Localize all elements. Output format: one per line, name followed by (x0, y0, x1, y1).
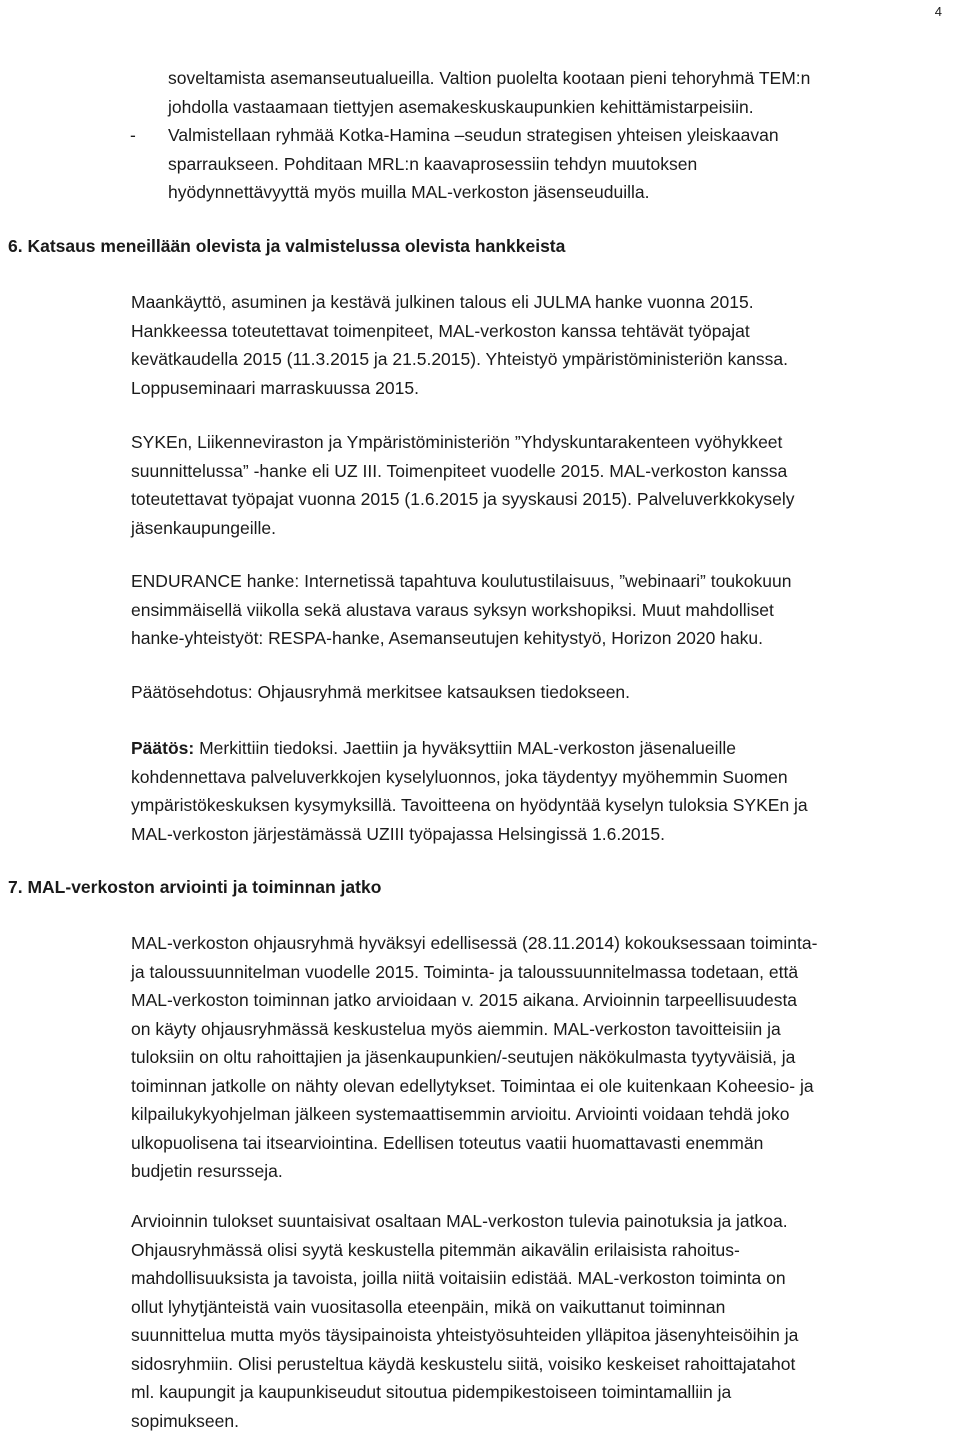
julma-paragraph (131, 288, 788, 402)
text-line: budjetin resursseja. (131, 1157, 817, 1186)
text-line: Arvioinnin tulokset suuntaisivat osaltaan MAL-verkoston tulevia painotuksia ja jatkoa. (131, 1207, 798, 1236)
text-line: ml. kaupungit ja kaupunkiseudut sitoutua pidempikestoiseen toimintamalliin ja (131, 1378, 798, 1407)
text-line: MAL-verkoston ohjausryhmä hyväksyi edellisessä (28.11.2014) kokouksessaan toiminta- (131, 929, 817, 958)
decision-label: Päätös: (131, 738, 194, 758)
text-line: Valmistellaan ryhmää Kotka-Hamina –seudun strategisen yhteisen yleiskaavan (168, 121, 960, 150)
bullet-dash: - (130, 121, 136, 150)
text-line: suunnittelussa” -hanke eli UZ III. Toimenpiteet vuodelle 2015. MAL-verkoston kanssa (131, 457, 794, 486)
text-line: Hankkeessa toteutettavat toimenpiteet, MAL-verkoston kanssa tehtävät työpajat (131, 317, 788, 346)
syke-paragraph (131, 428, 794, 542)
decision-first-line (131, 734, 808, 763)
decision-proposal: Päätösehdotus: Ohjausryhmä merkitsee katsauksen tiedokseen. (131, 678, 630, 707)
text-line: ulkopuolisena tai itsearviointina. Edellisen toteutus vaatii huomattavasti enemmän (131, 1129, 817, 1158)
page-number: 4 (935, 4, 942, 19)
text-line: ENDURANCE hanke: Internetissä tapahtuva koulutustilaisuus, ”webinaari” toukokuun (131, 567, 791, 596)
text-line: tuloksiin on oltu rahoittajien ja jäsenkaupunkien/-seutujen näkökulmasta tyytyväisiä, ja (131, 1043, 817, 1072)
text-line: SYKEn, Liikenneviraston ja Ympäristöministeriön ”Yhdyskuntarakenteen vyöhykkeet (131, 428, 794, 457)
text-line: soveltamista asemanseutualueilla. Valtion puolelta kootaan pieni tehoryhmä TEM:n (168, 64, 810, 93)
section-6-heading: 6. Katsaus meneillään olevista ja valmistelussa olevista hankkeista (8, 232, 565, 261)
text-line: mahdollisuuksista ja tavoista, joilla niitä voitaisiin edistää. MAL-verkoston toiminta on (131, 1264, 798, 1293)
text-line: ympäristökeskuksen kysymyksillä. Tavoitteena on hyödyntää kyselyn tuloksia SYKEn ja (131, 791, 808, 820)
text-line: toteutettavat työpajat vuonna 2015 (1.6.2015 ja syyskausi 2015). Palveluverkkokysely (131, 485, 794, 514)
text-line: ollut lyhytjänteistä vain vuositasolla eteenpäin, mikä on vaikuttanut toiminnan (131, 1293, 798, 1322)
decision-text: Merkittiin tiedoksi. Jaettiin ja hyväksyttiin MAL-verkoston jäsenalueille (194, 738, 736, 758)
text-line: MAL-verkoston järjestämässä UZIII työpajassa Helsingissä 1.6.2015. (131, 820, 808, 849)
text-line: hyödynnettävyyttä myös muilla MAL-verkoston jäsenseuduilla. (168, 178, 960, 207)
intro-paragraph (168, 64, 810, 121)
text-line: sopimukseen. (131, 1407, 798, 1435)
text-line: sparraukseen. Pohditaan MRL:n kaavaprosessiin tehdyn muutoksen (168, 150, 960, 179)
decision-paragraph (131, 734, 808, 848)
section-7-heading: 7. MAL-verkoston arviointi ja toiminnan jatko (8, 873, 381, 902)
text-line: on käyty ohjausryhmässä keskustelua myös aiemmin. MAL-verkoston tavoitteisiin ja (131, 1015, 817, 1044)
bullet-item (168, 121, 960, 207)
text-line: kohdennettava palveluverkkojen kyselyluonnos, joka täydentyy myöhemmin Suomen (131, 763, 808, 792)
text-line: toiminnan jatkolle on nähty olevan edellytykset. Toimintaa ei ole kuitenkaan Koheesio- ja (131, 1072, 817, 1101)
results-paragraph (131, 1207, 798, 1435)
text-line: johdolla vastaamaan tiettyjen asemakeskuskaupunkien kehittämistarpeisiin. (168, 93, 810, 122)
text-line: ja taloussuunnitelman vuodelle 2015. Toiminta- ja taloussuunnitelmassa todetaan, että (131, 958, 817, 987)
text-line: suunnittelua mutta myös täysipainoista yhteistyösuhteiden ylläpitoa jäsenyhteisöihin ja (131, 1321, 798, 1350)
endurance-paragraph (131, 567, 791, 653)
text-line: kilpailukykyohjelman jälkeen systemaattisemmin arvioitu. Arviointi voidaan tehdä joko (131, 1100, 817, 1129)
text-line: hanke-yhteistyöt: RESPA-hanke, Asemanseutujen kehitystyö, Horizon 2020 haku. (131, 624, 791, 653)
text-line: Loppuseminaari marraskuussa 2015. (131, 374, 788, 403)
text-line: Maankäyttö, asuminen ja kestävä julkinen talous eli JULMA hanke vuonna 2015. (131, 288, 788, 317)
text-line: jäsenkaupungeille. (131, 514, 794, 543)
evaluation-paragraph (131, 929, 817, 1186)
text-line: sidosryhmiin. Olisi perusteltua käydä keskustelu siitä, voisiko keskeiset rahoittajatahot (131, 1350, 798, 1379)
text-line: ensimmäisellä viikolla sekä alustava varaus syksyn workshopiksi. Muut mahdolliset (131, 596, 791, 625)
text-line: Ohjausryhmässä olisi syytä keskustella pitemmän aikavälin erilaisista rahoitus- (131, 1236, 798, 1265)
text-line: MAL-verkoston toiminnan jatko arvioidaan v. 2015 aikana. Arvioinnin tarpeellisuudesta (131, 986, 817, 1015)
text-line: kevätkaudella 2015 (11.3.2015 ja 21.5.2015). Yhteistyö ympäristöministeriön kanssa. (131, 345, 788, 374)
